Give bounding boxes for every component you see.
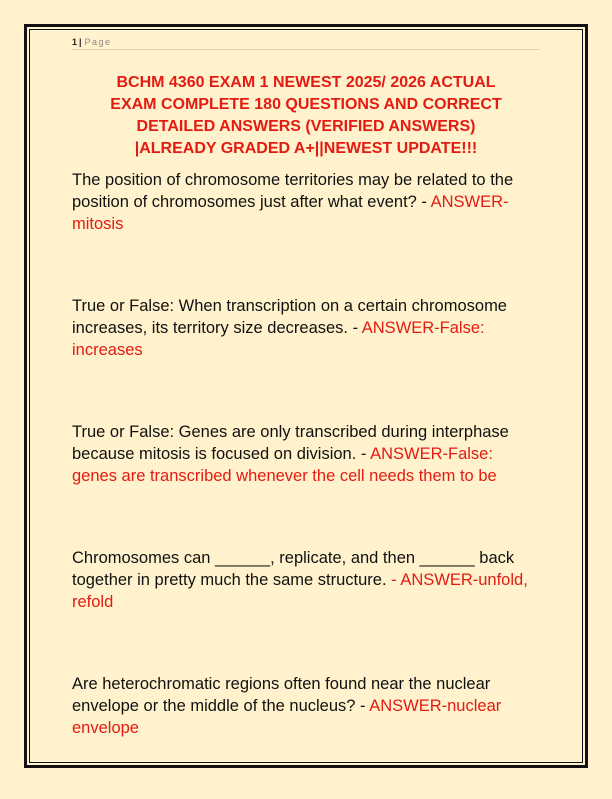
question-item bbox=[72, 169, 542, 235]
question-text: Chromosomes can ______, replicate, and then ______ back together in pretty much the same structure. bbox=[72, 549, 515, 589]
document-title bbox=[72, 72, 540, 160]
question-text: The position of chromosome territories may be related to the position of chromosomes just after what event? - bbox=[72, 171, 514, 211]
title-line: |ALREADY GRADED A+||NEWEST UPDATE!!! bbox=[134, 140, 478, 157]
question-text: True or False: When transcription on a certain chromosome increases, its territory size decreases. - bbox=[72, 297, 507, 337]
title-line: BCHM 4360 EXAM 1 NEWEST 2025/ 2026 ACTUAL bbox=[116, 74, 496, 91]
page-header bbox=[72, 35, 540, 50]
answer-text: - ANSWER-unfold, refold bbox=[72, 571, 528, 611]
page-number: 1 bbox=[72, 37, 78, 47]
question-item bbox=[72, 421, 542, 487]
question-text: True or False: Genes are only transcribed during interphase because mitosis is focused on division. - bbox=[72, 423, 509, 463]
title-line: EXAM COMPLETE 180 QUESTIONS AND CORRECT bbox=[110, 96, 502, 113]
answer-text: ANSWER-False: genes are transcribed whenever the cell needs them to be bbox=[72, 445, 497, 485]
answer-text: ANSWER-False: increases bbox=[72, 319, 485, 359]
answer-text: ANSWER-nuclear envelope bbox=[72, 697, 502, 737]
title-line: DETAILED ANSWERS (VERIFIED ANSWERS) bbox=[136, 118, 476, 135]
page-label: Page bbox=[84, 37, 112, 47]
page-separator: | bbox=[79, 37, 82, 47]
answer-text: ANSWER-mitosis bbox=[72, 193, 509, 233]
question-item bbox=[72, 673, 542, 739]
question-list bbox=[72, 169, 542, 799]
question-text: Are heterochromatic regions often found near the nuclear envelope or the middle of the nucleus? - bbox=[72, 675, 491, 715]
question-item bbox=[72, 295, 542, 361]
question-item bbox=[72, 547, 542, 613]
